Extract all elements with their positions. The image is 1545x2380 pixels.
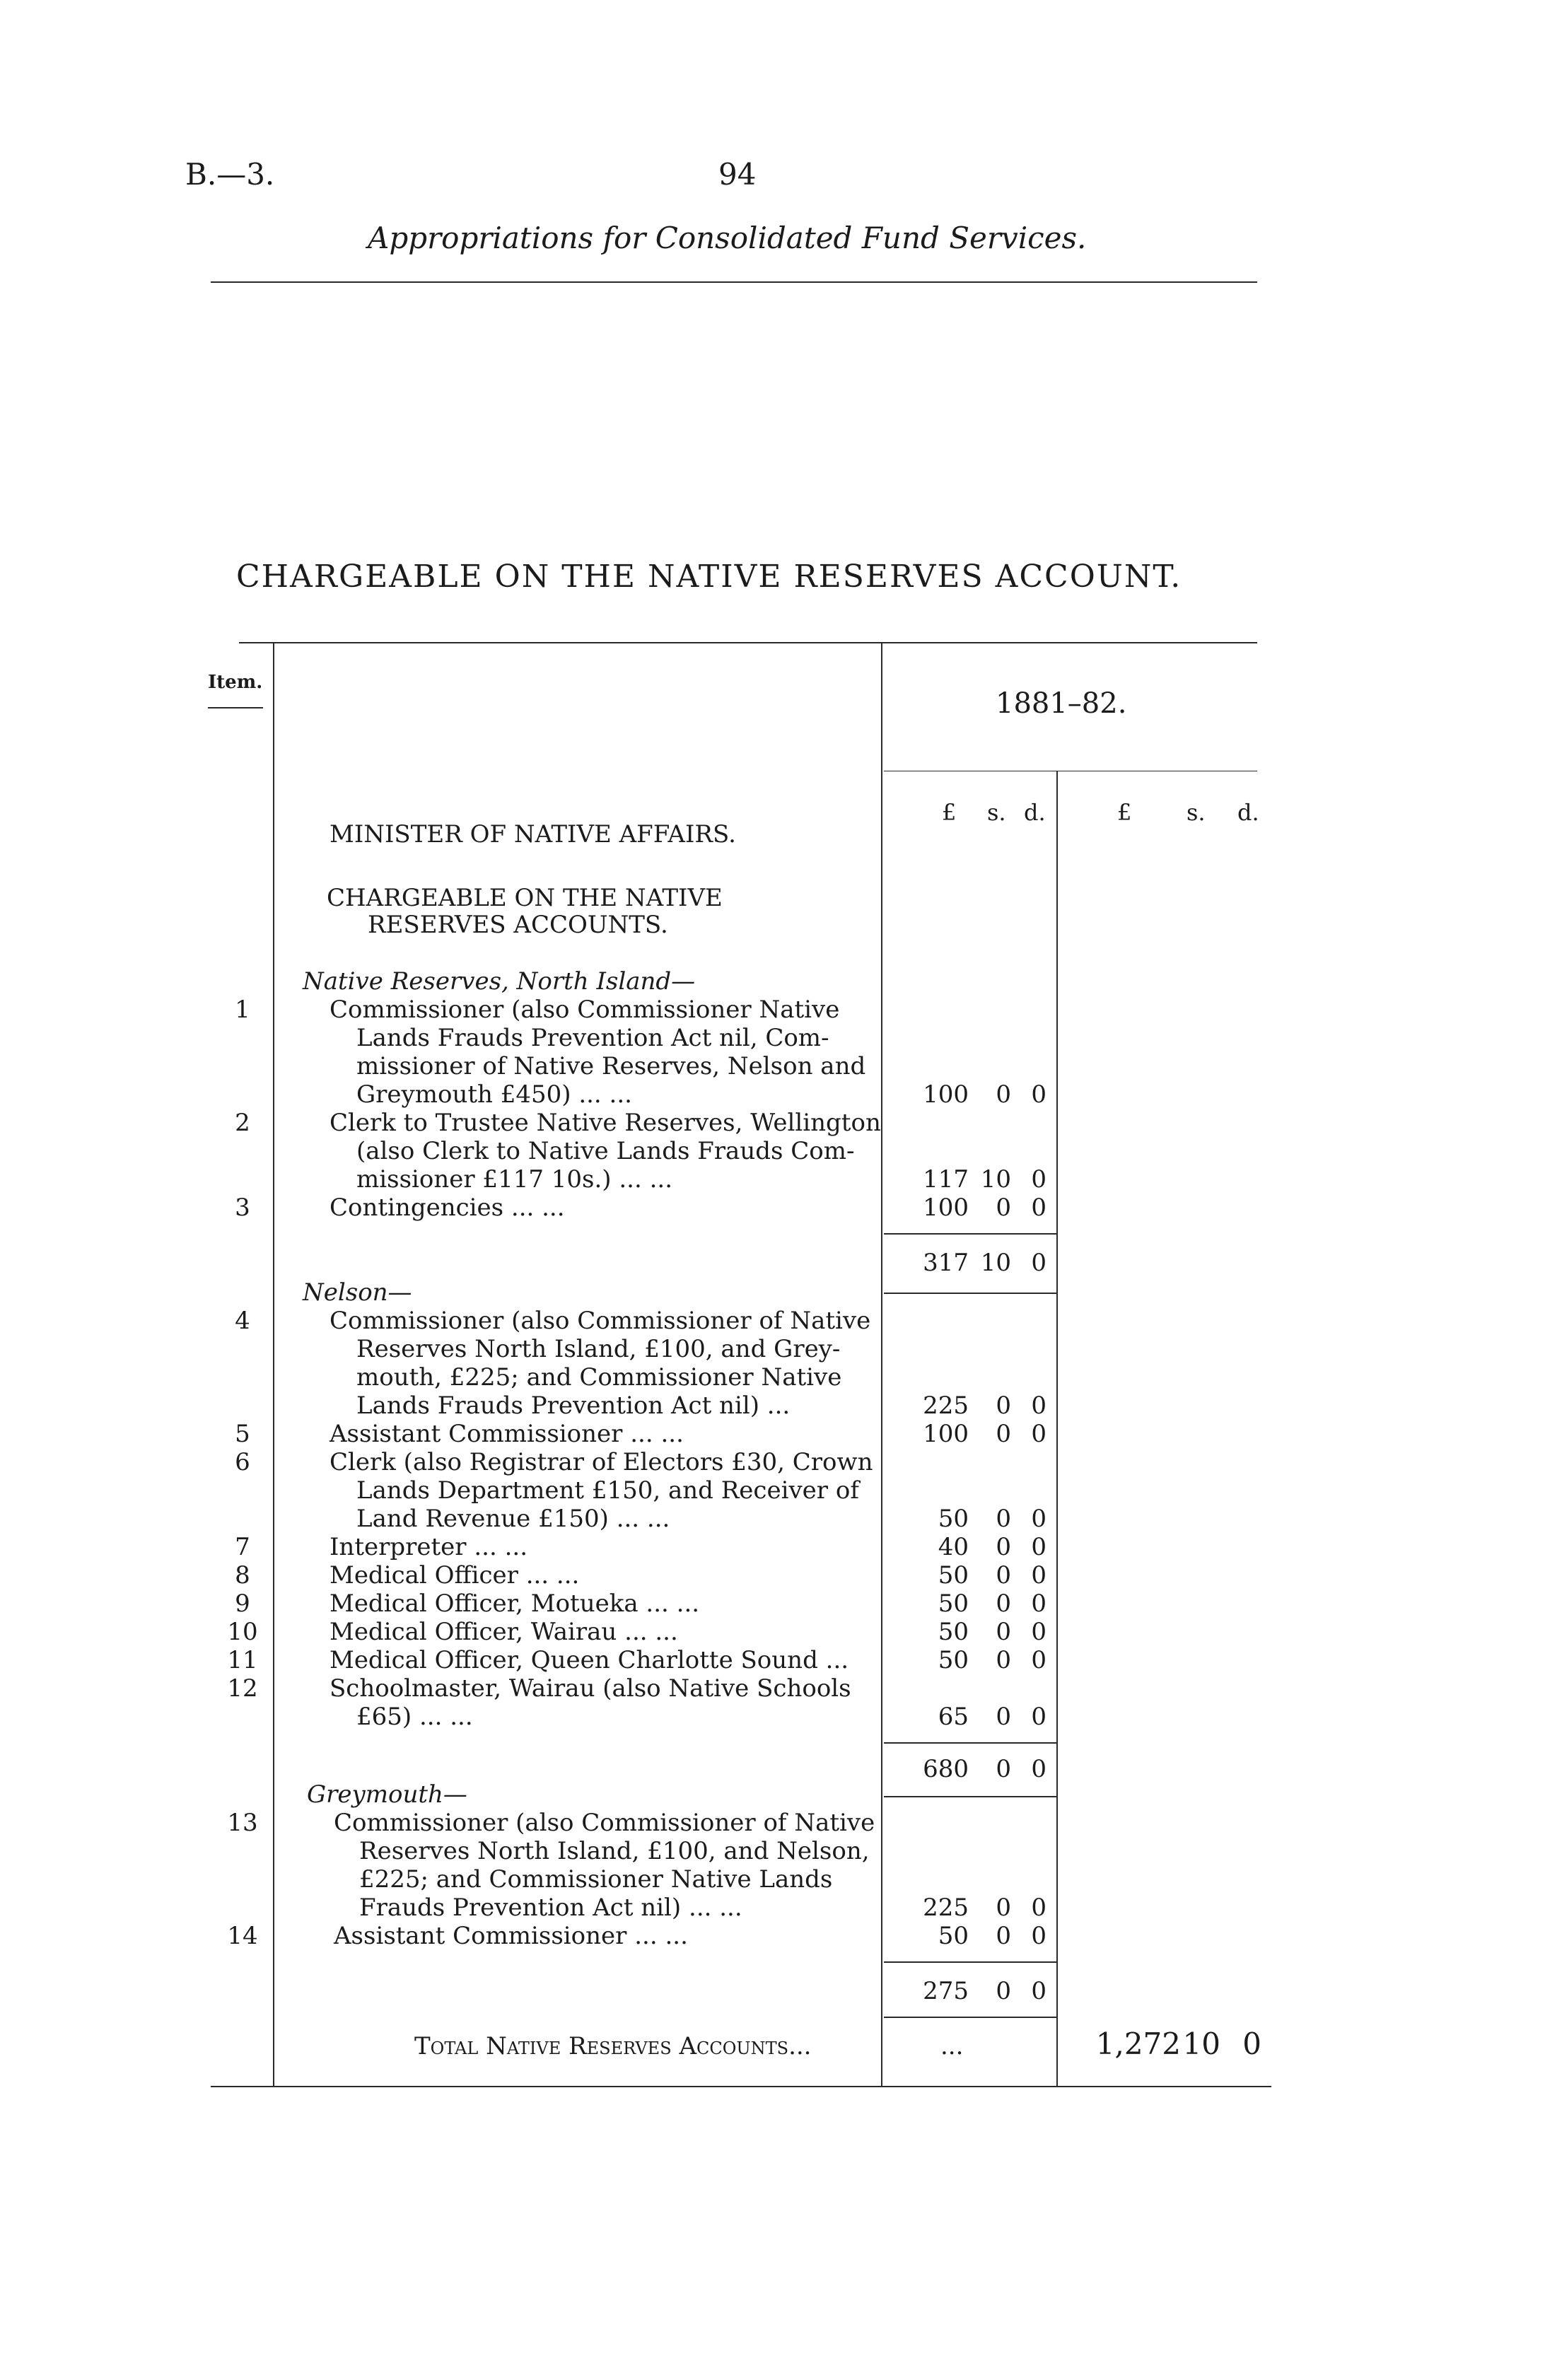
item-desc-line: Contingencies ... ...	[330, 1194, 565, 1222]
amount-pounds: 100	[923, 1080, 969, 1109]
amount-shillings: 0	[996, 1080, 1011, 1109]
item-desc-line: Commissioner (also Commissioner of Native	[330, 1307, 871, 1335]
subtotal-rule-top	[884, 1742, 1056, 1744]
amount-shillings: 0	[996, 1922, 1011, 1950]
item-desc-line: Clerk (also Registrar of Electors £30, Crown	[330, 1448, 873, 1476]
amount-shillings: 0	[996, 1505, 1011, 1533]
amount-shillings: 0	[996, 1646, 1011, 1674]
item-number: 10	[227, 1618, 258, 1646]
amount-column-rule	[1056, 771, 1058, 2086]
amount-pounds: 50	[938, 1561, 969, 1589]
item-number: 11	[227, 1646, 258, 1674]
total-pence: 0	[1242, 2026, 1261, 2061]
item-number: 8	[235, 1561, 250, 1589]
amount-pounds: 225	[923, 1392, 969, 1420]
item-desc-line: Medical Officer, Motueka ... ...	[330, 1589, 700, 1618]
amount-pounds: 117	[923, 1165, 969, 1194]
subtotal-shillings: 0	[996, 1977, 1011, 2005]
item-desc-line: Reserves North Island, £100, and Grey-	[356, 1335, 841, 1363]
pound-header-1: £	[942, 799, 957, 826]
item-number: 9	[235, 1589, 250, 1618]
amount-pence: 0	[1031, 1392, 1046, 1420]
item-desc-line: Commissioner (also Commissioner Native	[330, 996, 840, 1024]
item-desc-line: Medical Officer ... ...	[330, 1561, 580, 1589]
amount-pounds: 50	[938, 1618, 969, 1646]
subtotal-rule-bottom	[884, 1796, 1056, 1797]
item-number: 5	[235, 1420, 250, 1448]
item-desc-line: Frauds Prevention Act nil) ... ...	[359, 1894, 742, 1922]
total-dots: ...	[940, 2032, 964, 2060]
shilling-header-1: s.	[987, 799, 1006, 826]
item-number: 12	[227, 1674, 258, 1703]
item-desc-line: Greymouth £450) ... ...	[356, 1080, 632, 1109]
item-desc-line: Medical Officer, Queen Charlotte Sound ...	[330, 1646, 849, 1674]
item-desc-line: missioner of Native Reserves, Nelson and	[356, 1052, 866, 1080]
total-label: Total Native Reserves Accounts...	[414, 2032, 812, 2060]
table-bottom-rule	[211, 2086, 1271, 2087]
item-desc-line: Assistant Commissioner ... ...	[334, 1922, 688, 1950]
pound-header-2: £	[1117, 799, 1132, 826]
item-desc-line: Interpreter ... ...	[330, 1533, 528, 1561]
item-number: 2	[235, 1109, 250, 1137]
amount-pence: 0	[1031, 1505, 1046, 1533]
subtotal-rule-bottom	[884, 1293, 1056, 1294]
amount-pence: 0	[1031, 1561, 1046, 1589]
total-pounds: 1,272	[1095, 2026, 1181, 2061]
amount-shillings: 0	[996, 1703, 1011, 1731]
subtotal-pounds: 275	[923, 1977, 969, 2005]
item-desc-line: £225; and Commissioner Native Lands	[359, 1865, 833, 1894]
subtotal-shillings: 10	[980, 1249, 1011, 1277]
amount-shillings: 0	[996, 1894, 1011, 1922]
item-number: 1	[235, 996, 250, 1024]
amount-pence: 0	[1031, 1618, 1046, 1646]
item-desc-line: Lands Frauds Prevention Act nil) ...	[356, 1392, 791, 1420]
amount-shillings: 0	[996, 1533, 1011, 1561]
amount-pence: 0	[1031, 1080, 1046, 1109]
item-header-underline	[208, 707, 263, 708]
group-heading: Greymouth—	[307, 1780, 467, 1809]
amount-pence: 0	[1031, 1646, 1046, 1674]
item-number: 6	[235, 1448, 250, 1476]
item-desc-line: Land Revenue £150) ... ...	[356, 1505, 670, 1533]
item-desc-line: Reserves North Island, £100, and Nelson,	[359, 1837, 870, 1865]
amount-pence: 0	[1031, 1420, 1046, 1448]
document-ref: B.—3.	[185, 157, 275, 192]
section-title: CHARGEABLE ON THE NATIVE RESERVES ACCOUNT.	[236, 559, 1182, 595]
subtotal-shillings: 0	[996, 1755, 1011, 1783]
year-header: 1881–82.	[996, 687, 1127, 720]
amount-pounds: 100	[923, 1194, 969, 1222]
subtotal-pence: 0	[1031, 1755, 1046, 1783]
amount-shillings: 10	[980, 1165, 1011, 1194]
group-heading: Native Reserves, North Island—	[303, 967, 696, 996]
item-number: 3	[235, 1194, 250, 1222]
subtotal-pence: 0	[1031, 1249, 1046, 1277]
amount-shillings: 0	[996, 1561, 1011, 1589]
item-desc-line: Assistant Commissioner ... ...	[330, 1420, 684, 1448]
pence-header-2: d.	[1237, 799, 1259, 826]
item-column-rule	[273, 643, 274, 2086]
subtotal-pounds: 317	[923, 1249, 969, 1277]
page-number: 94	[718, 157, 757, 192]
amount-pounds: 40	[938, 1533, 969, 1561]
item-desc-line: £65) ... ...	[356, 1703, 473, 1731]
amount-pounds: 50	[938, 1589, 969, 1618]
item-number: 7	[235, 1533, 250, 1561]
amount-pounds: 50	[938, 1922, 969, 1950]
desc-column-rule	[881, 643, 882, 2086]
item-number: 14	[227, 1922, 258, 1950]
amount-pounds: 100	[923, 1420, 969, 1448]
amount-pence: 0	[1031, 1922, 1046, 1950]
amount-pence: 0	[1031, 1165, 1046, 1194]
item-number: 4	[235, 1307, 250, 1335]
item-desc-line: Lands Department £150, and Receiver of	[356, 1476, 859, 1505]
pence-header-1: d.	[1024, 799, 1046, 826]
chargeable-heading-line2: RESERVES ACCOUNTS.	[368, 911, 668, 939]
item-desc-line: Clerk to Trustee Native Reserves, Wellington	[330, 1109, 881, 1137]
shilling-header-2: s.	[1187, 799, 1206, 826]
amount-shillings: 0	[996, 1618, 1011, 1646]
item-desc-line: mouth, £225; and Commissioner Native	[356, 1363, 842, 1392]
amount-pounds: 50	[938, 1646, 969, 1674]
item-desc-line: Commissioner (also Commissioner of Native	[334, 1809, 875, 1837]
item-desc-line: Medical Officer, Wairau ... ...	[330, 1618, 678, 1646]
subtotal-pounds: 680	[923, 1755, 969, 1783]
item-desc-line: missioner £117 10s.) ... ...	[356, 1165, 673, 1194]
subtotal-rule-top	[884, 1961, 1056, 1963]
chargeable-heading-line1: CHARGEABLE ON THE NATIVE	[327, 884, 723, 912]
amount-shillings: 0	[996, 1420, 1011, 1448]
amount-pence: 0	[1031, 1589, 1046, 1618]
amount-pence: 0	[1031, 1194, 1046, 1222]
subtotal-rule-top	[884, 1233, 1056, 1235]
amount-pence: 0	[1031, 1533, 1046, 1561]
header-rule	[211, 281, 1257, 283]
item-desc-line: Lands Frauds Prevention Act nil, Com-	[356, 1024, 829, 1052]
group-heading: Nelson—	[303, 1278, 412, 1307]
item-number: 13	[227, 1809, 258, 1837]
minister-heading: MINISTER OF NATIVE AFFAIRS.	[330, 820, 736, 848]
amount-pounds: 225	[923, 1894, 969, 1922]
page-subtitle: Appropriations for Consolidated Fund Services.	[368, 221, 1087, 255]
table-top-rule	[239, 642, 1257, 643]
total-shillings: 10	[1182, 2026, 1220, 2061]
item-desc-line: Schoolmaster, Wairau (also Native Schools	[330, 1674, 851, 1703]
amount-shillings: 0	[996, 1589, 1011, 1618]
amount-pounds: 50	[938, 1505, 969, 1533]
item-header: Item.	[208, 672, 263, 693]
amount-shillings: 0	[996, 1194, 1011, 1222]
amount-shillings: 0	[996, 1392, 1011, 1420]
amount-pence: 0	[1031, 1894, 1046, 1922]
subtotal-pence: 0	[1031, 1977, 1046, 2005]
amount-pence: 0	[1031, 1703, 1046, 1731]
item-desc-line: (also Clerk to Native Lands Frauds Com-	[356, 1137, 855, 1165]
subtotal-rule-bottom	[884, 2017, 1056, 2018]
amount-pounds: 65	[938, 1703, 969, 1731]
